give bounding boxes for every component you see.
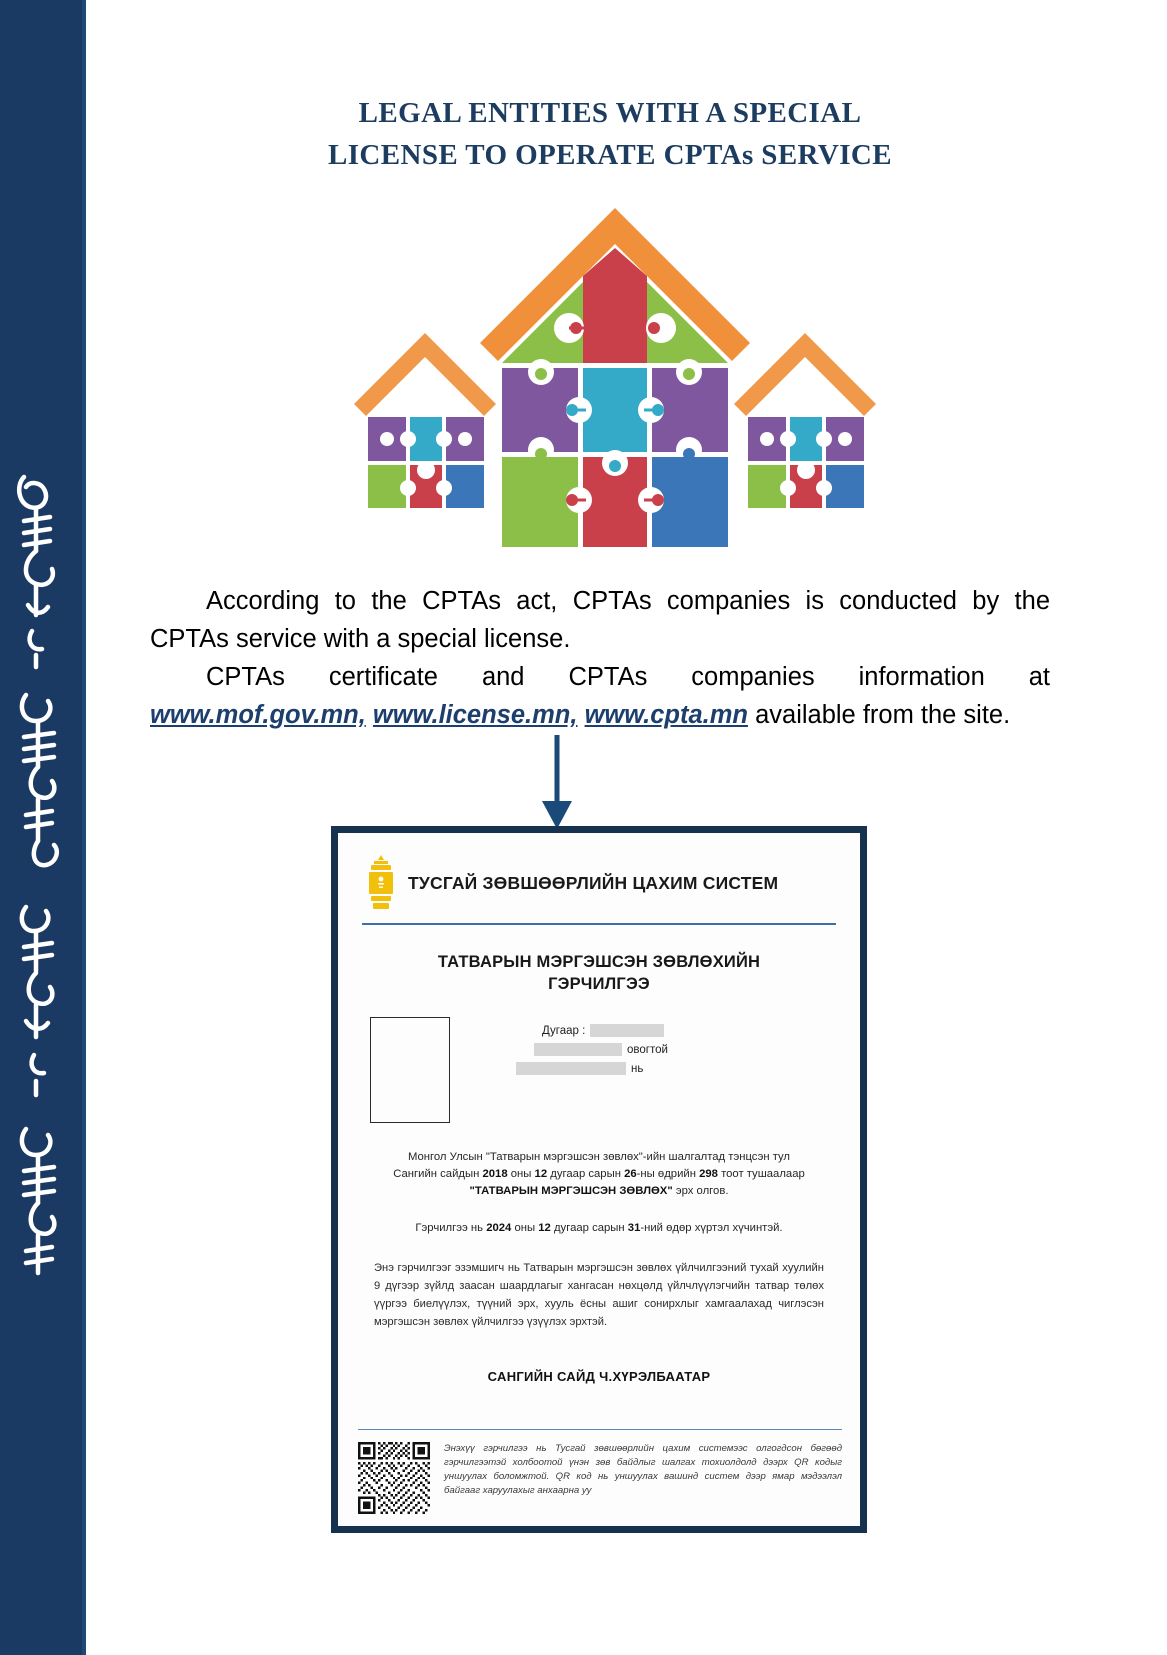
certificate-footer bbox=[358, 1429, 842, 1515]
certificate-rights-paragraph: Энэ гэрчилгээг эзэмшигч нь Татварын мэргэшсэн зөвлөх үйлчилгээний тухай хуулийн 9 дүгээр зүйлд заасан шаардлагыг хангасан нөхцөлд үйлчлүүлэгчийн татвар төлөх үүргээ биелүүлэх, түүний эрх, хууль ёсны ашиг сонирхлыг хамгаалахад чиглэсэн мэргэшсэн зөвлөх үйлчилгээ үзүүлэх эрхтэй. bbox=[374, 1262, 824, 1328]
validity-year: 2024 bbox=[486, 1222, 512, 1234]
stmt2-order: 298 bbox=[699, 1168, 718, 1180]
validity-mid2: дугаар сарын bbox=[550, 1222, 628, 1234]
field-surname-suffix: овогтой bbox=[627, 1043, 668, 1056]
roof-left-small bbox=[354, 333, 496, 416]
statement-line-1: Монгол Улсын "Татварын мэргэшсэн зөвлөх"-ийн шалгалтад тэнцсэн тул bbox=[407, 1151, 791, 1163]
stmt3-bold: "ТАТВАРЫН МЭРГЭШСЭН ЗӨВЛӨХ" bbox=[469, 1185, 673, 1197]
stmt3-rest: эрх олгов. bbox=[672, 1185, 729, 1197]
footer-divider bbox=[358, 1429, 842, 1431]
mongolian-script-decoration bbox=[6, 455, 76, 1285]
certificate-system-header bbox=[358, 847, 840, 921]
page-title-line-1: LEGAL ENTITIES WITH A SPECIAL bbox=[358, 97, 862, 129]
validity-post: -ний өдөр хүртэл хүчинтэй. bbox=[640, 1222, 783, 1234]
field-name bbox=[516, 1059, 668, 1078]
certificate-title-line-1: ТАТВАРЫН МЭРГЭШСЭН ЗӨВЛӨХИЙН bbox=[437, 953, 761, 971]
certificate-preview[interactable] bbox=[331, 826, 867, 1533]
certificate-body bbox=[338, 833, 860, 1526]
redacted-number-value bbox=[590, 1024, 664, 1037]
stmt2-month: 12 bbox=[534, 1168, 548, 1180]
stmt2-mid1: оны bbox=[507, 1168, 535, 1180]
header-divider bbox=[362, 923, 836, 925]
stmt2-year: 2018 bbox=[482, 1168, 508, 1180]
certificate-identity-row bbox=[358, 1017, 840, 1123]
footer-row bbox=[358, 1442, 842, 1514]
link-cpta[interactable]: www.cpta.mn bbox=[584, 701, 748, 729]
qr-code[interactable] bbox=[358, 1442, 430, 1514]
sidebar-divider-rule bbox=[82, 0, 86, 1655]
field-number-label: Дугаар : bbox=[542, 1024, 586, 1037]
stmt2-mid3: -ны өдрийн bbox=[636, 1168, 700, 1180]
validity-day: 31 bbox=[627, 1222, 641, 1234]
statement-line-3 bbox=[372, 1183, 826, 1200]
certificate-main-statement bbox=[358, 1149, 840, 1200]
soyombo-icon bbox=[368, 855, 394, 911]
field-name-suffix: нь bbox=[631, 1062, 644, 1075]
paragraph-one: According to the CPTAs act, CPTAs companies is conducted by the CPTAs service with a special license. bbox=[150, 587, 1050, 653]
stmt2-post: тоот тушаалаар bbox=[717, 1168, 805, 1180]
page-title-line-2: LICENSE TO OPERATE CPTAs SERVICE bbox=[328, 139, 892, 171]
redacted-name-value bbox=[516, 1062, 626, 1075]
page-title bbox=[150, 92, 1070, 176]
certificate-system-title: ТУСГАЙ ЗӨВШӨӨРЛИЙН ЦАХИМ СИСТЕМ bbox=[408, 872, 779, 893]
statement-line-2 bbox=[372, 1166, 826, 1183]
certificate-title-line-2: ГЭРЧИЛГЭЭ bbox=[548, 975, 650, 993]
validity-pre: Гэрчилгээ нь bbox=[415, 1222, 487, 1234]
puzzle-house-logo bbox=[330, 208, 900, 563]
photo-placeholder bbox=[370, 1017, 450, 1123]
link-mof[interactable]: www.mof.gov.mn, bbox=[150, 701, 366, 729]
stmt2-day: 26 bbox=[624, 1168, 637, 1180]
roof-right-small bbox=[734, 333, 876, 416]
stmt2-pre: Сангийн сайдын bbox=[393, 1168, 483, 1180]
down-arrow-icon bbox=[534, 735, 580, 833]
redacted-surname-value bbox=[534, 1043, 622, 1056]
stmt2-mid2: дугаар сарын bbox=[547, 1168, 625, 1180]
certificate-title bbox=[358, 951, 840, 995]
certificate-validity bbox=[358, 1220, 840, 1237]
paragraph-two bbox=[150, 658, 1050, 734]
certificate-fields bbox=[542, 1021, 668, 1123]
field-surname bbox=[534, 1040, 668, 1059]
field-number bbox=[542, 1021, 668, 1040]
certificate-footer-note: Энэхүү гэрчилгээ нь Тусгай зөвшөөрлийн цахим системээс олгогдсон бөгөөд гэрчилгээтэй холбоотой үнэн зөв байдлыг шалгах тохиолдолд дээрх QR кодыг уншуулах боломжтой. QR код нь уншуулах вашинд систем дээр ямар мэдээлэл байгааг харуулахыг анхаарна уу bbox=[444, 1443, 842, 1496]
link-license[interactable]: www.license.mn, bbox=[372, 701, 578, 729]
validity-mid1: оны bbox=[511, 1222, 539, 1234]
paragraph-two-lead: CPTAs certificate and CPTAs companies information at bbox=[206, 663, 1050, 691]
certificate-signature: САНГИЙН САЙД Ч.ХҮРЭЛБААТАР bbox=[487, 1369, 711, 1384]
paragraph-two-tail: available from the site. bbox=[755, 701, 1011, 729]
validity-month: 12 bbox=[538, 1222, 551, 1234]
body-copy bbox=[150, 582, 1050, 734]
